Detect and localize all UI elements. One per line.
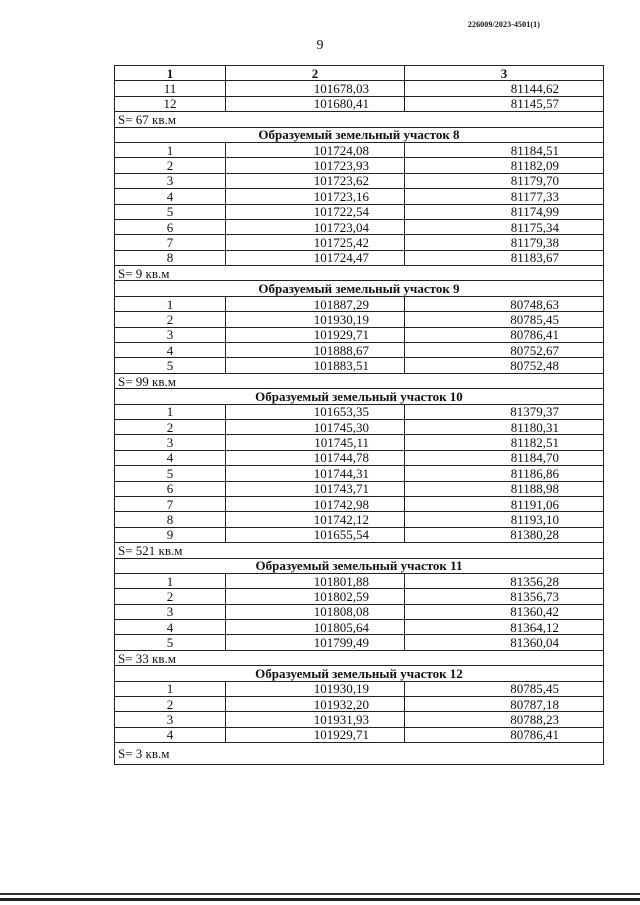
point-number: 3 <box>115 712 226 727</box>
table-row <box>115 142 604 157</box>
coordinate-x: 101680,41 <box>226 96 405 111</box>
area-value: S= 9 кв.м <box>115 266 604 281</box>
table-row <box>115 419 604 434</box>
point-number: 4 <box>115 727 226 742</box>
area-row <box>115 650 604 665</box>
area-value: S= 521 кв.м <box>115 543 604 558</box>
plot-title: Образуемый земельный участок 9 <box>115 281 604 296</box>
coordinate-y: 81182,51 <box>405 435 604 450</box>
coordinate-x: 101799,49 <box>226 635 405 650</box>
point-number: 1 <box>115 142 226 157</box>
coordinate-x: 101723,62 <box>226 173 405 188</box>
point-number: 4 <box>115 343 226 358</box>
table-row <box>115 81 604 96</box>
point-number: 2 <box>115 589 226 604</box>
point-number: 4 <box>115 620 226 635</box>
point-number: 12 <box>115 96 226 111</box>
coordinate-y: 81380,28 <box>405 527 604 542</box>
coordinates-table-body <box>115 66 604 765</box>
coordinate-x: 101723,93 <box>226 158 405 173</box>
point-number: 5 <box>115 466 226 481</box>
table-row <box>115 481 604 496</box>
coordinate-x: 101722,54 <box>226 204 405 219</box>
area-row <box>115 543 604 558</box>
coordinate-x: 101931,93 <box>226 712 405 727</box>
point-number: 6 <box>115 219 226 234</box>
area-value: S= 99 кв.м <box>115 373 604 388</box>
column-header-row <box>115 66 604 81</box>
coordinate-x: 101745,30 <box>226 419 405 434</box>
coordinate-y: 80752,48 <box>405 358 604 373</box>
point-number: 11 <box>115 81 226 96</box>
table-row <box>115 697 604 712</box>
table-row <box>115 681 604 696</box>
point-number: 3 <box>115 173 226 188</box>
coordinate-x: 101887,29 <box>226 296 405 311</box>
coordinate-x: 101808,08 <box>226 604 405 619</box>
coordinate-y: 81179,38 <box>405 235 604 250</box>
table-row <box>115 158 604 173</box>
coordinate-y: 81182,09 <box>405 158 604 173</box>
point-number: 1 <box>115 296 226 311</box>
coordinate-x: 101930,19 <box>226 681 405 696</box>
area-value: S= 33 кв.м <box>115 650 604 665</box>
table-row <box>115 727 604 742</box>
coordinate-x: 101723,04 <box>226 219 405 234</box>
coordinate-x: 101801,88 <box>226 573 405 588</box>
coordinate-x: 101742,98 <box>226 496 405 511</box>
coordinate-x: 101802,59 <box>226 589 405 604</box>
column-header: 2 <box>226 66 405 81</box>
table-row <box>115 450 604 465</box>
column-header: 3 <box>405 66 604 81</box>
plot-title-row <box>115 558 604 573</box>
point-number: 4 <box>115 189 226 204</box>
coordinate-y: 80752,67 <box>405 343 604 358</box>
coordinate-y: 81179,70 <box>405 173 604 188</box>
coordinate-y: 81175,34 <box>405 219 604 234</box>
point-number: 2 <box>115 312 226 327</box>
point-number: 3 <box>115 327 226 342</box>
coordinate-y: 81193,10 <box>405 512 604 527</box>
point-number: 1 <box>115 404 226 419</box>
coordinate-y: 81144,62 <box>405 81 604 96</box>
table-row <box>115 466 604 481</box>
table-row <box>115 204 604 219</box>
coordinate-y: 81174,99 <box>405 204 604 219</box>
coordinate-x: 101932,20 <box>226 697 405 712</box>
table-row <box>115 96 604 111</box>
coordinate-y: 81145,57 <box>405 96 604 111</box>
coordinate-y: 81184,70 <box>405 450 604 465</box>
coordinate-x: 101929,71 <box>226 727 405 742</box>
table-row <box>115 589 604 604</box>
coordinate-y: 80786,41 <box>405 327 604 342</box>
area-row <box>115 266 604 281</box>
point-number: 5 <box>115 358 226 373</box>
plot-title: Образуемый земельный участок 10 <box>115 389 604 404</box>
coordinate-y: 80785,45 <box>405 681 604 696</box>
plot-title-row <box>115 281 604 296</box>
table-row <box>115 635 604 650</box>
table-row <box>115 250 604 265</box>
point-number: 2 <box>115 158 226 173</box>
point-number: 1 <box>115 573 226 588</box>
coordinate-x: 101744,31 <box>226 466 405 481</box>
coordinate-x: 101930,19 <box>226 312 405 327</box>
point-number: 5 <box>115 635 226 650</box>
table-row <box>115 712 604 727</box>
point-number: 4 <box>115 450 226 465</box>
point-number: 5 <box>115 204 226 219</box>
coordinate-x: 101725,42 <box>226 235 405 250</box>
coordinate-y: 81177,33 <box>405 189 604 204</box>
coordinate-x: 101678,03 <box>226 81 405 96</box>
coordinate-x: 101724,08 <box>226 142 405 157</box>
table-row <box>115 235 604 250</box>
coordinate-x: 101929,71 <box>226 327 405 342</box>
table-row <box>115 327 604 342</box>
coordinate-x: 101655,54 <box>226 527 405 542</box>
point-number: 3 <box>115 604 226 619</box>
coordinate-x: 101744,78 <box>226 450 405 465</box>
table-row <box>115 219 604 234</box>
coordinate-y: 81188,98 <box>405 481 604 496</box>
point-number: 6 <box>115 481 226 496</box>
coordinate-y: 81356,28 <box>405 573 604 588</box>
table-row <box>115 620 604 635</box>
coordinate-y: 81191,06 <box>405 496 604 511</box>
point-number: 3 <box>115 435 226 450</box>
coordinate-y: 80788,23 <box>405 712 604 727</box>
table-row <box>115 496 604 511</box>
coordinate-x: 101745,11 <box>226 435 405 450</box>
page-number: 9 <box>316 38 324 53</box>
plot-title-row <box>115 127 604 142</box>
coordinate-y: 80787,18 <box>405 697 604 712</box>
coordinate-y: 81183,67 <box>405 250 604 265</box>
point-number: 2 <box>115 419 226 434</box>
table-row <box>115 343 604 358</box>
coordinate-y: 81360,42 <box>405 604 604 619</box>
bottom-rule <box>0 898 640 901</box>
coordinate-x: 101743,71 <box>226 481 405 496</box>
coordinate-y: 81186,86 <box>405 466 604 481</box>
coordinates-table <box>114 65 604 765</box>
table-row <box>115 527 604 542</box>
coordinate-x: 101724,47 <box>226 250 405 265</box>
bottom-rule <box>0 893 640 895</box>
table-row <box>115 358 604 373</box>
coordinate-y: 80786,41 <box>405 727 604 742</box>
point-number: 8 <box>115 512 226 527</box>
area-row <box>115 743 604 765</box>
coordinate-y: 81356,73 <box>405 589 604 604</box>
plot-title: Образуемый земельный участок 11 <box>115 558 604 573</box>
plot-title-row <box>115 389 604 404</box>
area-row <box>115 112 604 127</box>
document-reference: 226009/2023-4501(1) <box>467 20 540 29</box>
table-row <box>115 512 604 527</box>
point-number: 2 <box>115 697 226 712</box>
coordinate-x: 101888,67 <box>226 343 405 358</box>
coordinate-y: 81379,37 <box>405 404 604 419</box>
point-number: 9 <box>115 527 226 542</box>
area-value: S= 67 кв.м <box>115 112 604 127</box>
coordinate-y: 81180,31 <box>405 419 604 434</box>
table-row <box>115 173 604 188</box>
plot-title: Образуемый земельный участок 8 <box>115 127 604 142</box>
table-row <box>115 404 604 419</box>
coordinate-x: 101723,16 <box>226 189 405 204</box>
point-number: 1 <box>115 681 226 696</box>
plot-title-row <box>115 666 604 681</box>
point-number: 8 <box>115 250 226 265</box>
coordinate-y: 81364,12 <box>405 620 604 635</box>
point-number: 7 <box>115 496 226 511</box>
area-value: S= 3 кв.м <box>115 743 604 765</box>
column-header: 1 <box>115 66 226 81</box>
table-row <box>115 604 604 619</box>
table-row <box>115 312 604 327</box>
plot-title: Образуемый земельный участок 12 <box>115 666 604 681</box>
coordinate-y: 80748,63 <box>405 296 604 311</box>
table-row <box>115 435 604 450</box>
table-row <box>115 296 604 311</box>
coordinate-x: 101653,35 <box>226 404 405 419</box>
coordinate-x: 101805,64 <box>226 620 405 635</box>
coordinate-y: 80785,45 <box>405 312 604 327</box>
coordinate-y: 81184,51 <box>405 142 604 157</box>
area-row <box>115 373 604 388</box>
table-row <box>115 573 604 588</box>
coordinate-x: 101742,12 <box>226 512 405 527</box>
table-row <box>115 189 604 204</box>
coordinate-x: 101883,51 <box>226 358 405 373</box>
coordinate-y: 81360,04 <box>405 635 604 650</box>
point-number: 7 <box>115 235 226 250</box>
